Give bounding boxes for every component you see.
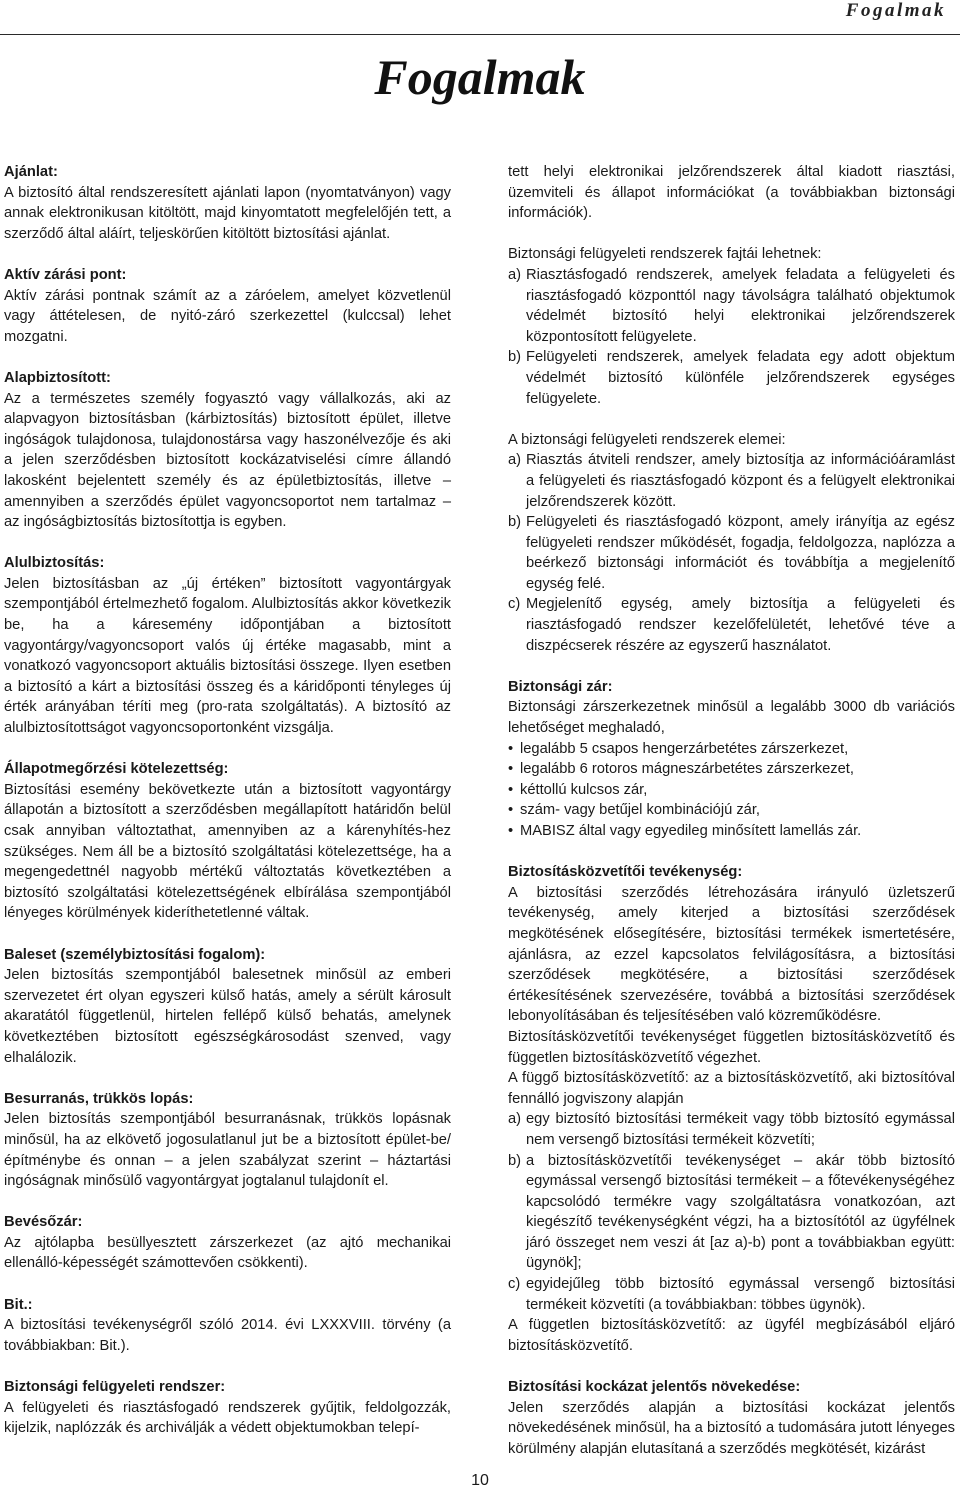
term: Aktív zárási pont:	[4, 266, 127, 283]
page-number: 10	[471, 1472, 489, 1489]
item-label: c)	[508, 1276, 521, 1293]
bullet-text: legalább 6 rotoros mágneszárbetétes zárszerkezet,	[520, 761, 854, 778]
page-title: Fogalmak	[374, 49, 586, 105]
term: Ajánlat:	[4, 164, 58, 180]
definition-text: Jelen biztosítás szempontjából besurranásnak, trükkös lopásnak minősül, ha az elkövető jogosulatlanul jut be a biztosított épület-be/építménybe és onnan – a jelen szabályzat szerint – háztartási ingóságnak minősülő vagyontárgyat jogtalanul tulajdonít el.	[4, 1111, 451, 1190]
list-item	[508, 1109, 955, 1150]
item-label: b)	[508, 1152, 522, 1169]
definition-text: A felügyeleti és riasztásfogadó rendszerek gyűjtik, feldolgozzák, kijelzik, naplózzák és archiválják a védett objektumokban telepí-	[4, 1399, 451, 1437]
list-item	[508, 594, 955, 656]
header-rule	[0, 34, 960, 35]
definition-biztositaskozvetitoi-tevekenyseg	[508, 862, 955, 1356]
definition-aktiv-zarasi-pont	[4, 265, 451, 347]
bullet-item	[508, 780, 955, 801]
list-item	[508, 265, 955, 347]
definition-text: Az a természetes személy fogyasztó vagy vállalkozás, aki az alapvagyon biztosításban (kárbiztosítás) biztosított épület, illetve ingóságok tulajdonosa, tulajdonostársa vagy haszonélvezője és aki a jelen szerződésben biztosított kockázatviselési címre állandó lakosként bejelentett személy és az épületbiztosítás, illetve – amennyiben a szerződés épület vagyoncsoportot nem tartalmaz – az ingóságbiztosítás biztosítottja is egyben.	[4, 390, 451, 531]
item-label: a)	[508, 266, 522, 283]
list-item	[508, 1151, 955, 1275]
definition-text: Biztosítási esemény bekövetkezte után a biztosított vagyontárgy állapotán a biztosított a szerződésben megállapított határidőn belül csak annyiban változtathat, amennyiben az a kárenyhítés-hez szükséges. Nem áll be a biztosító szolgáltatási kötelezettsége, ha a megengedettnél nagyobb mértékű változtatás következtében a biztosító szolgáltatási kötelezettségének elbírálása szempontjából lényeges körülmények kideríthetetlenné váltak.	[4, 781, 451, 922]
bullet-text: MABISZ által vagy egyedileg minősített lamellás zár.	[520, 823, 862, 839]
term: Alulbiztosítás:	[4, 555, 105, 572]
running-head: Fogalmak	[845, 0, 946, 21]
bullet-text: szám- vagy betűjel kombinációjú zár,	[520, 802, 761, 819]
definition-biztonsagi-felugyeleti-rendszer	[4, 1377, 451, 1439]
term: Bit.:	[4, 1296, 33, 1313]
definition-text: Az ajtólapba besüllyesztett zárszerkezet (az ajtó mechanikai ellenálló-képességét számottevően csökkenti).	[4, 1234, 451, 1272]
definition-baleset	[4, 945, 451, 1069]
bullet-text: legalább 5 csapos hengerzárbetétes zárszerkezet,	[520, 740, 849, 757]
definition-text: A biztosító által rendszeresített ajánlati lapon (nyomtatványon) vagy annak elektronikusan kitöltött, majd kinyomtatott megfelelőjén tett, a szerződő által aláírt, teljeskörűen kitöltött biztosítási ajánlat.	[4, 184, 451, 242]
definition-text: A biztosítási tevékenységről szóló 2014. évi LXXXVIII. törvény (a továbbiakban: Bit.).	[4, 1317, 451, 1354]
list-intro: A biztonsági felügyeleti rendszerek elemei:	[508, 431, 786, 448]
item-text: Felügyeleti rendszerek, amelyek feladata egy adott objektum védelmét biztosító különféle jelzőrendszerek egységes felügyelete.	[526, 349, 955, 407]
item-label: b)	[508, 514, 522, 531]
item-label: b)	[508, 349, 522, 366]
bullet-icon: •	[508, 823, 514, 839]
bullet-icon: •	[508, 781, 514, 798]
term: Bevésőzár:	[4, 1214, 83, 1231]
term: Biztonsági felügyeleti rendszer:	[4, 1379, 226, 1396]
definition-text: A függő biztosításközvetítő: az a biztosításközvetítő, aki biztosítóval fennálló jogviszony alapján	[508, 1070, 955, 1107]
definition-text: A független biztosításközvetítő: az ügyfél megbízásából eljáró biztosításközvetítő.	[508, 1317, 955, 1354]
item-label: c)	[508, 596, 521, 613]
item-label: a)	[508, 452, 522, 469]
definition-text: Jelen szerződés alapján a biztosítási kockázat jelentős növekedésének minősül, ha a biztosító a tudomására jutott lényeges körülmény alapján elutasítaná a szerződés megkötését, kizárást	[508, 1399, 955, 1457]
definition-besurranas	[4, 1089, 451, 1192]
item-text: Megjelenítő egység, amely biztosítja a felügyeleti és riasztásfogadó rendszer kezelőfelületét, lehetővé téve a diszpécserek részére az egyszerű használatot.	[526, 596, 955, 654]
list-item	[508, 347, 955, 409]
definition-text: Jelen biztosítás szempontjából balesetnek minősül az emberi szervezetet ért olyan egyszeri külső hatás, amely a sérült károsult akaratától függetlenül, hirtelen fellépő külső behatás, amelynek következtében biztosított egészségkárosodást szenved, vagy elhalálozik.	[4, 967, 451, 1066]
definition-text: Jelen biztosításban az „új értéken” biztosított vagyontárgyak szempontjából értelmezhető fogalom. Alulbiztosítás akkor következik be, ha a káresemény időpontjában a biztosított vagyontárgy/vagyoncsoport valós új értéke magasabb, mint a vonatkozó vagyoncsoport aktuális biztosítási összege. Ilyen esetben a biztosító a kárt a biztosítási összeg és a káridőponti tényleges új érték arányában téríti meg (pro-rata szolgáltatás). A biztosító az alulbiztosítottságot vagyoncsoportonként vizsgálja.	[4, 575, 451, 737]
definition-text: Biztonsági zárszerkezetnek minősül a legalább 3000 db variációs lehetőséget meghaladó,	[508, 699, 955, 737]
item-text: egy biztosító biztosítási termékeit vagy több biztosító egymással nem versengő biztosítási termékeit közvetíti;	[526, 1111, 955, 1148]
right-column	[508, 162, 955, 1459]
bullet-icon: •	[508, 802, 514, 819]
term: Alapbiztosított:	[4, 369, 111, 386]
definition-text: A biztosítási szerződés létrehozására irányuló üzletszerű tevékenység, amely kiterjed a biztosítási szerződések megkötésének elősegítésére, biztosítási termékek ismertetésére, ajánlásra, az ezzel kapcsolatos felvilágosításra, a biztosítási szerződések megkötésére, a biztosítási szerződések értékesítésének szervezésére, továbbá a biztosítási szerződések lebonyolításában és teljesítésében való közreműködésre.	[508, 884, 955, 1025]
bullet-item	[508, 759, 955, 780]
term: Biztonsági zár:	[508, 678, 613, 695]
definition-bevesozar	[4, 1212, 451, 1274]
definition-text: Biztosításközvetítői tevékenységet független biztosításközvetítő és független biztosításközvetítő végezhet.	[508, 1028, 955, 1066]
definition-allapotmegorzesi-kotelezettseg	[4, 759, 451, 924]
bullet-text: kéttollú kulcsos zár,	[520, 781, 648, 798]
definition-continuation: tett helyi elektronikai jelzőrendszerek által kiadott riasztási, üzemviteli és állapot információkat (a továbbiakban biztonsági információk).	[508, 164, 955, 222]
definition-biztonsagi-zar	[508, 677, 955, 842]
definition-alulbiztositas	[4, 553, 451, 738]
bullet-icon: •	[508, 761, 514, 778]
item-text: Riasztásfogadó rendszerek, amelyek feladata a felügyeleti és riasztásfogadó központtól nagy távolságra található objektumok védelmét biztosító helyi elektronikai jelzőrendszerek központosított felügyelete.	[526, 266, 955, 345]
item-label: a)	[508, 1111, 522, 1128]
list-intro: Biztonsági felügyeleti rendszerek fajtái lehetnek:	[508, 246, 822, 263]
definition-bit	[4, 1295, 451, 1357]
term: Állapotmegőrzési kötelezettség:	[4, 761, 229, 778]
item-text: Felügyeleti és riasztásfogadó központ, amely irányítja az egész felügyeleti rendszer működését, fogadja, feldolgozza, naplózza a beérkező biztonsági információt és továbbítja a megjelenítő egység felé.	[526, 514, 955, 592]
item-text: a biztosításközvetítői tevékenységet – akár több biztosító egymással versengő biztosítási termékeit – a főtevékenységéhez kapcsolódó termékre vagy szolgáltatásra vonatkozóan, azt kiegészítő tevékenységként végzi, ha a biztosítótól az ügyfélnek járó összeget nem veszi át [az a)-b) pont a továbbiakban együtt: ügynök];	[526, 1152, 955, 1272]
bullet-item	[508, 739, 955, 760]
bullet-item	[508, 821, 955, 842]
item-text: egyidejűleg több biztosító egymással versengő biztosítási termékeit közvetíti (a továbbiakban: többes ügynök).	[526, 1276, 955, 1313]
bullet-item	[508, 800, 955, 821]
term: Baleset (személybiztosítási fogalom):	[4, 946, 266, 963]
term: Biztosításközvetítői tevékenység:	[508, 864, 743, 881]
left-column	[4, 162, 451, 1439]
term: Besurranás, trükkös lopás:	[4, 1090, 194, 1107]
item-text: Riasztás átviteli rendszer, amely biztosítja az információáramlást a felügyeleti és riasztásfogadó központ és a felügyelt elektronikai jelzőrendszerek között.	[526, 452, 955, 510]
list-item	[508, 450, 955, 512]
definition-alapbiztositott	[4, 368, 451, 533]
definition-kockazat-novekedes	[508, 1377, 955, 1459]
list-item	[508, 1274, 955, 1315]
definition-text: Aktív zárási pontnak számít az a záróelem, amelyet közvetlenül vagy áttételesen, de nyitó-záró szerkezettel (kulccsal) lehet mozgatni.	[4, 287, 451, 345]
bullet-icon: •	[508, 740, 514, 757]
definition-ajanlat	[4, 162, 451, 244]
term: Biztosítási kockázat jelentős növekedése:	[508, 1379, 801, 1396]
list-item	[508, 512, 955, 594]
